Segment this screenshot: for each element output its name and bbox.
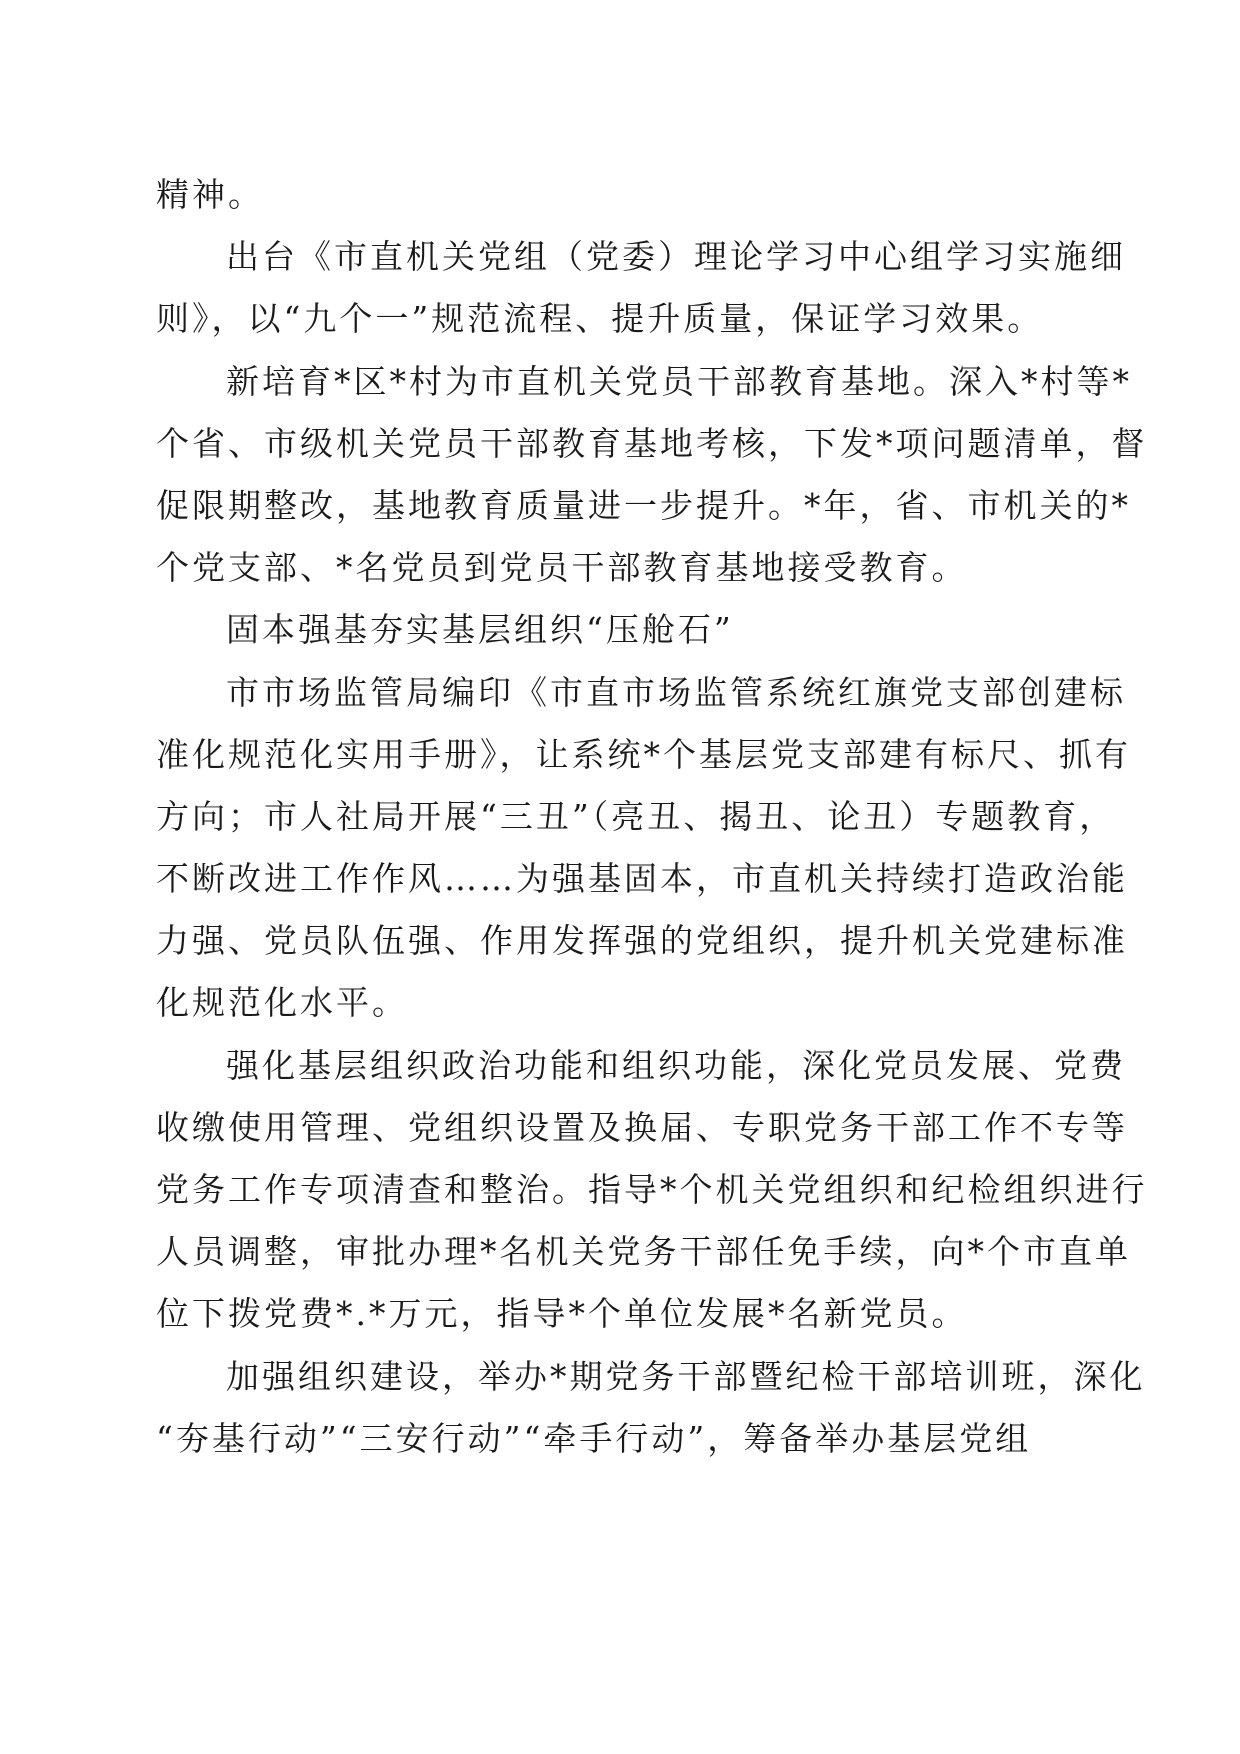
document-body	[156, 164, 1148, 1470]
text-line: 个省、市级机关党员干部教育基地考核，下发*项问题清单，督	[156, 423, 1148, 463]
text-line: “夯基行动”“三安行动”“牵手行动”，筹备举办基层党组	[156, 1418, 1032, 1458]
text-line: 准化规范化实用手册》，让系统*个基层党支部建有标尺、抓有	[156, 734, 1131, 774]
text-line: 促限期整改，基地教育质量进一步提升。*年，省、市机关的*	[156, 485, 1131, 525]
section-heading: 固本强基夯实基层组织“压舱石”	[226, 610, 734, 650]
text-line: 则》，以“九个一”规范流程、提升质量，保证学习效果。	[156, 299, 1044, 339]
text-line: 人员调整，审批办理*名机关党务干部任免手续，向*个市直单	[156, 1232, 1131, 1272]
text-line: 方向；市人社局开展“三丑”（亮丑、揭丑、论丑）专题教育，	[156, 796, 1116, 836]
text-line: 新培育*区*村为市直机关党员干部教育基地。深入*村等*	[226, 361, 1132, 401]
text-line: 加强组织建设，举办*期党务干部暨纪检干部培训班，深化	[226, 1356, 1146, 1396]
text-line: 不断改进工作作风……为强基固本，市直机关持续打造政治能	[156, 859, 1128, 899]
text-line: 出台《市直机关党组（党委）理论学习中心组学习实施细	[226, 237, 1126, 277]
text-line: 力强、党员队伍强、作用发挥强的党组织，提升机关党建标准	[156, 921, 1128, 961]
text-line: 党务工作专项清查和整治。指导*个机关党组织和纪检组织进行	[156, 1170, 1148, 1209]
text-line: 化规范化水平。	[156, 983, 408, 1023]
text-line: 市市场监管局编印《市直市场监管系统红旗党支部创建标	[226, 672, 1126, 712]
text-line: 强化基层组织政治功能和组织功能，深化党员发展、党费	[226, 1045, 1126, 1085]
text-line: 收缴使用管理、党组织设置及换届、专职党务干部工作不专等	[156, 1107, 1128, 1147]
text-line: 位下拨党费*.*万元，指导*个单位发展*名新党员。	[156, 1294, 968, 1334]
text-line: 精神。	[156, 175, 264, 214]
text-line: 个党支部、*名党员到党员干部教育基地接受教育。	[156, 548, 968, 588]
